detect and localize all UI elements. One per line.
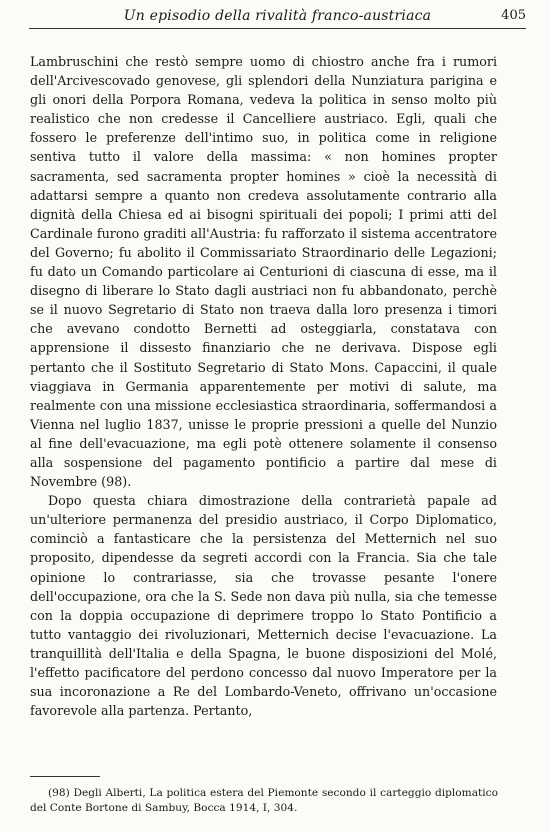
body-text <box>30 52 497 720</box>
footnote: (98) Degli Alberti, La politica estera del Piemonte secondo il carteggio diplomatico del Conte Bortone di Sambuy, Bocca 1914, I, 304. <box>30 787 498 814</box>
running-head: Un episodio della rivalità franco-austriaca <box>123 8 432 24</box>
page-number: 405 <box>501 8 526 23</box>
paragraph: Dopo questa chiara dimostrazione della contrarietà papale ad un'ulteriore permanenza del presidio austriaco, il Corpo Diplomatico, cominciò a fantasticare che la persistenza del Metternich nel suo proposito, dipendesse da segreti accordi con la Francia. Sia che tale opinione lo contrariasse, sia che trovasse pesante l'onere dell'occupazione, ora che la S. Sede non dava più nulla, sia che temesse con la doppia occupazione di deprimere troppo lo Stato Pontificio a tutto vantaggio dei rivoluzionari, Metternich decise l'evacuazione. La tranquillità dell'Italia e della Spagna, le buone disposizioni del Molé, l'effetto pacificatore del perdono concesso dal nuovo Imperatore per la sua incoronazione a Re del Lombardo-Veneto, offrivano un'occasione favorevole alla partenza. Pertanto, <box>30 493 497 719</box>
page-header <box>29 6 526 29</box>
footnote-divider <box>30 776 100 777</box>
paragraph: Lambruschini che restò sempre uomo di chiostro anche fra i rumori dell'Arcivescovado genovese, gli splendori della Nunziatura parigina e gli onori della Porpora Romana, vedeva la politica in senso molto più realistico che non credesse il Cancelliere austriaco. Egli, quali che fossero le preferenze dell'intimo suo, in politica come in religione sentiva tutto il valore della massima: « non homines propter sacramenta, sed sacramenta propter homines » cioè la necessità di adattarsi sempre a quanto non credeva assolutamente contrario alla dignità della Chiesa ed ai bisogni spirituali dei popoli; I primi atti del Cardinale furono graditi all'Austria: fu rafforzato il sistema accentratore del Governo; fu abolito il Commissariato Straordinario delle Legazioni; fu dato un Comando particolare ai Centurioni di ciascuna di esse, ma il disegno di liberare lo Stato dagli austriaci non fu abbandonato, perchè se il nuovo Segretario di Stato non traeva dalla loro presenza i timori che avevano condotto Bernetti ad osteggiarla, constatava con apprensione il dissesto finanziario che ne derivava. Dispose egli pertanto che il Sostituto Segretario di Stato Mons. Capaccini, il quale viaggiava in Germania apparentemente per motivi di salute, ma realmente con una missione ecclesiastica straordinaria, soffermandosi a Vienna nel luglio 1837, unisse le proprie pressioni a quelle del Nunzio al fine dell'evacuazione, ma egli potè ottenere solamente il consenso alla sospensione del pagamento pontificio a partire dal mese di Novembre (98). <box>30 54 497 490</box>
